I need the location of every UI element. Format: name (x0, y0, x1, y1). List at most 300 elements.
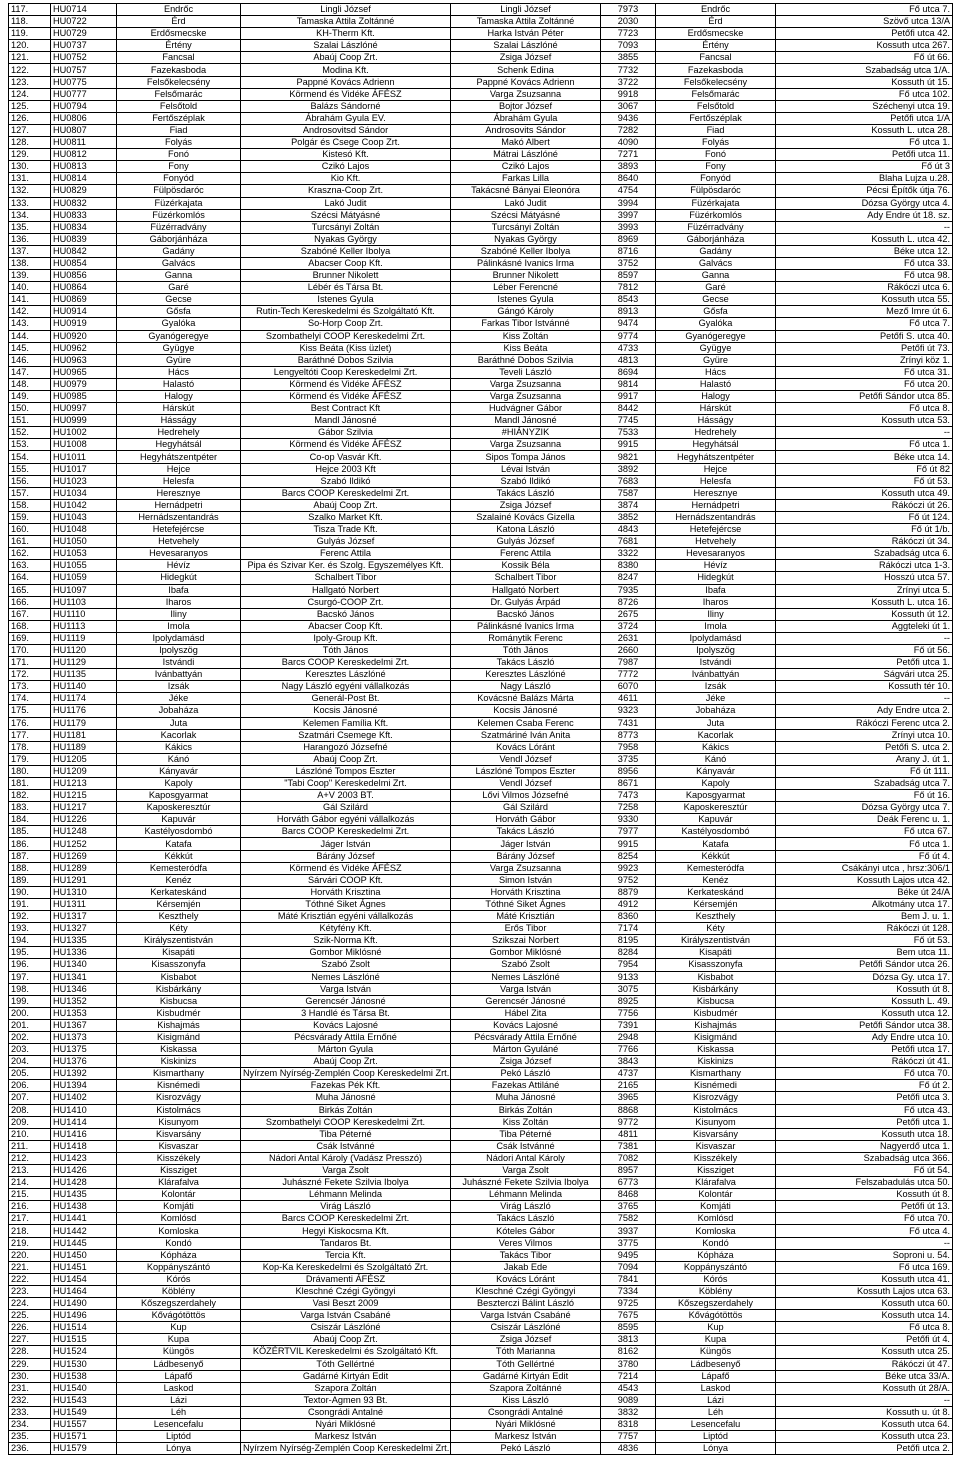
postal-code-cell: 9821 (601, 451, 656, 463)
town-cell: Kiskassa (656, 1044, 776, 1056)
street-address-cell: Kossuth utca 41. (776, 1273, 953, 1285)
postal-code-cell: 7174 (601, 923, 656, 935)
table-row (9, 270, 953, 282)
postal-code-cell: 7954 (601, 959, 656, 971)
store-code-cell: HU0737 (51, 40, 117, 52)
postal-code-cell: 3722 (601, 76, 656, 88)
owner-name-cell: Czikó Lajos (451, 161, 601, 173)
postal-code-cell: 3893 (601, 161, 656, 173)
settlement-cell: Kisvaszar (117, 1140, 241, 1152)
street-address-cell: Rákóczi Ferenc utca 2. (776, 717, 953, 729)
owner-name-cell: Erős Tibor (451, 923, 601, 935)
settlement-cell: Hegyhátsál (117, 439, 241, 451)
company-name-cell: Nyakas György (241, 233, 451, 245)
postal-code-cell: 7683 (601, 475, 656, 487)
street-address-cell: Hosszú utca 57. (776, 572, 953, 584)
store-code-cell: HU1189 (51, 741, 117, 753)
street-address-cell: Szabadság utca 1/A. (776, 64, 953, 76)
table-row (9, 366, 953, 378)
table-row (9, 185, 953, 197)
town-cell: Kisbudmér (656, 1007, 776, 1019)
table-row (9, 137, 953, 149)
row-number-cell: 169. (9, 632, 51, 644)
retailer-table (8, 3, 953, 1455)
table-row (9, 1213, 953, 1225)
settlement-cell: Kenéz (117, 874, 241, 886)
postal-code-cell: 3874 (601, 499, 656, 511)
street-address-cell: Rákóczi út 41. (776, 1056, 953, 1068)
row-number-cell: 232. (9, 1394, 51, 1406)
settlement-cell: Istvándi (117, 657, 241, 669)
postal-code-cell: 7812 (601, 282, 656, 294)
street-address-cell: Ady Endre út 18. sz. (776, 209, 953, 221)
store-code-cell: HU1423 (51, 1152, 117, 1164)
row-number-cell: 188. (9, 862, 51, 874)
row-number-cell: 199. (9, 995, 51, 1007)
company-name-cell: Csongrádi Antalné (241, 1406, 451, 1418)
row-number-cell: 226. (9, 1322, 51, 1334)
row-number-cell: 165. (9, 584, 51, 596)
company-name-cell: Kop-Ka Kereskedelmi és Szolgáltató Zrt. (241, 1261, 451, 1273)
postal-code-cell: 3322 (601, 548, 656, 560)
town-cell: Endrőc (656, 4, 776, 16)
town-cell: Küngös (656, 1346, 776, 1358)
row-number-cell: 119. (9, 28, 51, 40)
postal-code-cell: 9474 (601, 318, 656, 330)
company-name-cell: KÖZÉRTVIL Kereskedelmi és Szolgáltató Kft. (241, 1346, 451, 1358)
settlement-cell: Jéke (117, 693, 241, 705)
settlement-cell: Liptód (117, 1431, 241, 1443)
settlement-cell: Lesencefalu (117, 1418, 241, 1430)
town-cell: Komjáti (656, 1201, 776, 1213)
row-number-cell: 234. (9, 1418, 51, 1430)
town-cell: Kisbucsa (656, 995, 776, 1007)
settlement-cell: Fonó (117, 149, 241, 161)
owner-name-cell: Androsovits Sándor (451, 124, 601, 136)
owner-name-cell: Varga Zsuzsanna (451, 862, 601, 874)
owner-name-cell: Nagy László (451, 681, 601, 693)
table-row (9, 1310, 953, 1322)
store-code-cell: HU1002 (51, 427, 117, 439)
town-cell: Kapuvár (656, 814, 776, 826)
postal-code-cell: 3843 (601, 1056, 656, 1068)
postal-code-cell: 8318 (601, 1418, 656, 1430)
table-row (9, 403, 953, 415)
row-number-cell: 218. (9, 1225, 51, 1237)
owner-name-cell: Veres Vilmos (451, 1237, 601, 1249)
store-code-cell: HU0842 (51, 245, 117, 257)
table-row (9, 814, 953, 826)
street-address-cell: Kossuth L. utca 42. (776, 233, 953, 245)
store-code-cell: HU0757 (51, 64, 117, 76)
postal-code-cell: 8969 (601, 233, 656, 245)
street-address-cell: Fő út 4. (776, 850, 953, 862)
table-row (9, 886, 953, 898)
store-code-cell: HU0813 (51, 161, 117, 173)
company-name-cell: Csurgó-COOP Zrt. (241, 596, 451, 608)
town-cell: Kőszegszerdahely (656, 1298, 776, 1310)
store-code-cell: HU0806 (51, 112, 117, 124)
settlement-cell: Hetefejércse (117, 524, 241, 536)
row-number-cell: 166. (9, 596, 51, 608)
table-row (9, 765, 953, 777)
owner-name-cell: Varga Zsolt (451, 1165, 601, 1177)
row-number-cell: 124. (9, 88, 51, 100)
store-code-cell: HU0814 (51, 173, 117, 185)
table-row (9, 1443, 953, 1455)
row-number-cell: 206. (9, 1080, 51, 1092)
postal-code-cell: 7533 (601, 427, 656, 439)
store-code-cell: HU1055 (51, 560, 117, 572)
town-cell: Kup (656, 1322, 776, 1334)
street-address-cell: Petőfi S. utca 2. (776, 741, 953, 753)
settlement-cell: Ganna (117, 270, 241, 282)
company-name-cell: Fazekas Pék Kft. (241, 1080, 451, 1092)
street-address-cell: Rákóczi út 128. (776, 923, 953, 935)
owner-name-cell: Tamaska Attila Zoltánné (451, 16, 601, 28)
owner-name-cell: Vendl József (451, 753, 601, 765)
settlement-cell: Kemesteródfa (117, 862, 241, 874)
town-cell: Kisbabot (656, 971, 776, 983)
town-cell: Gyalóka (656, 318, 776, 330)
row-number-cell: 233. (9, 1406, 51, 1418)
postal-code-cell: 7977 (601, 826, 656, 838)
settlement-cell: Fiad (117, 124, 241, 136)
owner-name-cell: Varga Zsuzsanna (451, 378, 601, 390)
company-name-cell: Abaúj Coop Zrt. (241, 1334, 451, 1346)
row-number-cell: 120. (9, 40, 51, 52)
postal-code-cell: 7473 (601, 790, 656, 802)
store-code-cell: HU0834 (51, 221, 117, 233)
row-number-cell: 187. (9, 850, 51, 862)
owner-name-cell: Léber Ferencné (451, 282, 601, 294)
store-code-cell: HU1226 (51, 814, 117, 826)
row-number-cell: 167. (9, 608, 51, 620)
town-cell: Kerkateskánd (656, 886, 776, 898)
town-cell: Halastó (656, 378, 776, 390)
settlement-cell: Kerkateskánd (117, 886, 241, 898)
settlement-cell: Kishajmás (117, 1019, 241, 1031)
town-cell: Gecse (656, 294, 776, 306)
store-code-cell: HU1213 (51, 778, 117, 790)
table-body (9, 4, 953, 1455)
row-number-cell: 196. (9, 959, 51, 971)
company-name-cell: Brunner Nikolett (241, 270, 451, 282)
postal-code-cell: 7841 (601, 1273, 656, 1285)
town-cell: Laskod (656, 1382, 776, 1394)
settlement-cell: Kisbudmér (117, 1007, 241, 1019)
table-row (9, 1298, 953, 1310)
owner-name-cell: Gerencsér Jánosné (451, 995, 601, 1007)
settlement-cell: Lónya (117, 1443, 241, 1455)
town-cell: Kolontár (656, 1189, 776, 1201)
company-name-cell: Szatmári Csemege Kft. (241, 729, 451, 741)
store-code-cell: HU1543 (51, 1394, 117, 1406)
row-number-cell: 222. (9, 1273, 51, 1285)
town-cell: Füzérradvány (656, 221, 776, 233)
store-code-cell: HU1376 (51, 1056, 117, 1068)
row-number-cell: 148. (9, 378, 51, 390)
postal-code-cell: 3965 (601, 1092, 656, 1104)
street-address-cell: Petőfi út 4. (776, 1334, 953, 1346)
store-code-cell: HU1514 (51, 1322, 117, 1334)
owner-name-cell: Farkas Lilla (451, 173, 601, 185)
owner-name-cell: Brunner Nikolett (451, 270, 601, 282)
town-cell: Gyanógeregye (656, 330, 776, 342)
row-number-cell: 132. (9, 185, 51, 197)
owner-name-cell: Kocsis Jánosné (451, 705, 601, 717)
settlement-cell: Ládbesenyő (117, 1358, 241, 1370)
store-code-cell: HU1048 (51, 524, 117, 536)
company-name-cell: Harangozó Józsefné (241, 741, 451, 753)
postal-code-cell: 9436 (601, 112, 656, 124)
postal-code-cell: 8716 (601, 245, 656, 257)
owner-name-cell: Szalai Lászlóné (451, 40, 601, 52)
settlement-cell: Galvács (117, 257, 241, 269)
settlement-cell: Hegyhátszentpéter (117, 451, 241, 463)
row-number-cell: 223. (9, 1285, 51, 1297)
town-cell: Imola (656, 620, 776, 632)
owner-name-cell: Gadárné Kirtyán Edit (451, 1370, 601, 1382)
table-row (9, 753, 953, 765)
company-name-cell: Tisza Trade Kft. (241, 524, 451, 536)
owner-name-cell: Katona László (451, 524, 601, 536)
street-address-cell: Rákóczi út 34. (776, 536, 953, 548)
postal-code-cell: 9917 (601, 391, 656, 403)
store-code-cell: HU1445 (51, 1237, 117, 1249)
street-address-cell: Kossuth L. 49. (776, 995, 953, 1007)
table-row (9, 1116, 953, 1128)
street-address-cell: Rákóczi utca 6. (776, 282, 953, 294)
street-address-cell: Szabadság utca 7. (776, 778, 953, 790)
settlement-cell: Ivánbattyán (117, 669, 241, 681)
company-name-cell: Lakó Judit (241, 197, 451, 209)
street-address-cell: Petőfi Sándor utca 38. (776, 1019, 953, 1031)
owner-name-cell: Teveli László (451, 366, 601, 378)
table-row (9, 1201, 953, 1213)
company-name-cell: Abacser Coop Kft. (241, 257, 451, 269)
owner-name-cell: Kiss Beáta (451, 342, 601, 354)
settlement-cell: Fonyód (117, 173, 241, 185)
table-row (9, 1189, 953, 1201)
table-row (9, 632, 953, 644)
town-cell: Jéke (656, 693, 776, 705)
owner-name-cell: Takács László (451, 657, 601, 669)
town-cell: Hévíz (656, 560, 776, 572)
settlement-cell: Hidegkút (117, 572, 241, 584)
row-number-cell: 125. (9, 100, 51, 112)
owner-name-cell: Csongrádi Antalné (451, 1406, 601, 1418)
company-name-cell: Textor-Agmen 93 Bt. (241, 1394, 451, 1406)
store-code-cell: HU0869 (51, 294, 117, 306)
row-number-cell: 178. (9, 741, 51, 753)
postal-code-cell: 8671 (601, 778, 656, 790)
street-address-cell: Petőfi utca 1. (776, 1116, 953, 1128)
postal-code-cell: 4836 (601, 1443, 656, 1455)
table-row (9, 427, 953, 439)
owner-name-cell: Varga Zsuzsanna (451, 88, 601, 100)
town-cell: Hedrehely (656, 427, 776, 439)
owner-name-cell: Léhmann Melinda (451, 1189, 601, 1201)
postal-code-cell: 7987 (601, 657, 656, 669)
table-row (9, 1019, 953, 1031)
table-row (9, 1394, 953, 1406)
postal-code-cell: 8868 (601, 1104, 656, 1116)
postal-code-cell: 3075 (601, 983, 656, 995)
settlement-cell: Gyügye (117, 342, 241, 354)
owner-name-cell: Zsiga József (451, 499, 601, 511)
company-name-cell: Abaúj Coop Zrt. (241, 499, 451, 511)
town-cell: Kisigmánd (656, 1031, 776, 1043)
table-row (9, 1031, 953, 1043)
store-code-cell: HU1341 (51, 971, 117, 983)
company-name-cell: Márton Gyula (241, 1044, 451, 1056)
store-code-cell: HU1428 (51, 1177, 117, 1189)
table-row (9, 596, 953, 608)
street-address-cell: Kossuth utca 18. (776, 1128, 953, 1140)
store-code-cell: HU1097 (51, 584, 117, 596)
postal-code-cell: 8913 (601, 306, 656, 318)
town-cell: Kővágótöttös (656, 1310, 776, 1322)
town-cell: Hegyhátsál (656, 439, 776, 451)
owner-name-cell: Virág László (451, 1201, 601, 1213)
street-address-cell: Rákóczi út 26. (776, 499, 953, 511)
town-cell: Kenéz (656, 874, 776, 886)
town-cell: Folyás (656, 137, 776, 149)
settlement-cell: Léh (117, 1406, 241, 1418)
postal-code-cell: 9133 (601, 971, 656, 983)
town-cell: Kisunyom (656, 1116, 776, 1128)
street-address-cell: Béke utca 33/A. (776, 1370, 953, 1382)
company-name-cell: Tandaros Bt. (241, 1237, 451, 1249)
postal-code-cell: 7381 (601, 1140, 656, 1152)
row-number-cell: 230. (9, 1370, 51, 1382)
settlement-cell: Gősfa (117, 306, 241, 318)
table-row (9, 729, 953, 741)
settlement-cell: Gecse (117, 294, 241, 306)
row-number-cell: 143. (9, 318, 51, 330)
street-address-cell: Kossuth út 12. (776, 608, 953, 620)
table-row (9, 124, 953, 136)
store-code-cell: HU1103 (51, 596, 117, 608)
street-address-cell: Kossuth utca 53. (776, 415, 953, 427)
street-address-cell: Dózsa György utca 4. (776, 197, 953, 209)
postal-code-cell: 8254 (601, 850, 656, 862)
postal-code-cell: 7935 (601, 584, 656, 596)
row-number-cell: 141. (9, 294, 51, 306)
street-address-cell: Fő utca 1. (776, 137, 953, 149)
owner-name-cell: Takács László (451, 826, 601, 838)
table-row (9, 88, 953, 100)
street-address-cell: Nagyerdő utca 1. (776, 1140, 953, 1152)
row-number-cell: 162. (9, 548, 51, 560)
town-cell: Fazekasboda (656, 64, 776, 76)
store-code-cell: HU1269 (51, 850, 117, 862)
store-code-cell: HU1438 (51, 1201, 117, 1213)
town-cell: Kastélyosdombó (656, 826, 776, 838)
row-number-cell: 133. (9, 197, 51, 209)
store-code-cell: HU1426 (51, 1165, 117, 1177)
store-code-cell: HU1367 (51, 1019, 117, 1031)
town-cell: Fiad (656, 124, 776, 136)
company-name-cell: Muha Jánosné (241, 1092, 451, 1104)
street-address-cell: Fő utca 33. (776, 257, 953, 269)
table-row (9, 1177, 953, 1189)
owner-name-cell: Tóthné Siket Ágnes (451, 898, 601, 910)
row-number-cell: 216. (9, 1201, 51, 1213)
row-number-cell: 174. (9, 693, 51, 705)
town-cell: Hernádpetri (656, 499, 776, 511)
owner-name-cell: Varga István (451, 983, 601, 995)
store-code-cell: HU1291 (51, 874, 117, 886)
owner-name-cell: Szatmáriné Iván Anita (451, 729, 601, 741)
street-address-cell: Csákányi utca , hrsz:306/1 (776, 862, 953, 874)
street-address-cell: Ady Endre utca 10. (776, 1031, 953, 1043)
postal-code-cell: 3892 (601, 463, 656, 475)
store-code-cell: HU1017 (51, 463, 117, 475)
store-code-cell: HU1414 (51, 1116, 117, 1128)
company-name-cell: Léhmann Melinda (241, 1189, 451, 1201)
town-cell: Fonyód (656, 173, 776, 185)
settlement-cell: Hács (117, 366, 241, 378)
store-code-cell: HU0829 (51, 185, 117, 197)
street-address-cell: Fő utca 20. (776, 378, 953, 390)
postal-code-cell: 8442 (601, 403, 656, 415)
owner-name-cell: Turcsányi Zoltán (451, 221, 601, 233)
row-number-cell: 231. (9, 1382, 51, 1394)
row-number-cell: 213. (9, 1165, 51, 1177)
company-name-cell: Lengyeltóti Coop Kereskedelmi Zrt. (241, 366, 451, 378)
postal-code-cell: 7431 (601, 717, 656, 729)
company-name-cell: Lingli József (241, 4, 451, 16)
owner-name-cell: Takács Tibor (451, 1249, 601, 1261)
table-row (9, 1273, 953, 1285)
street-address-cell: Petőfi utca 17. (776, 1044, 953, 1056)
settlement-cell: Hévíz (117, 560, 241, 572)
row-number-cell: 150. (9, 403, 51, 415)
postal-code-cell: 9725 (601, 1298, 656, 1310)
street-address-cell: Fő utca 102. (776, 88, 953, 100)
store-code-cell: HU0985 (51, 391, 117, 403)
table-row (9, 693, 953, 705)
postal-code-cell: 4754 (601, 185, 656, 197)
street-address-cell: Petőfi utca 1/A (776, 112, 953, 124)
owner-name-cell: Tóth János (451, 644, 601, 656)
settlement-cell: Laskod (117, 1382, 241, 1394)
company-name-cell: Ábrahám Gyula EV. (241, 112, 451, 124)
table-row (9, 1068, 953, 1080)
settlement-cell: Fülpösdaróc (117, 185, 241, 197)
store-code-cell: HU1129 (51, 657, 117, 669)
town-cell: Hács (656, 366, 776, 378)
town-cell: Fertőszéplak (656, 112, 776, 124)
town-cell: Kisszékely (656, 1152, 776, 1164)
table-row (9, 620, 953, 632)
company-name-cell: Horváth Gábor egyéni vállalkozás (241, 814, 451, 826)
row-number-cell: 144. (9, 330, 51, 342)
company-name-cell: Hejce 2003 Kft (241, 463, 451, 475)
row-number-cell: 177. (9, 729, 51, 741)
store-code-cell: HU0752 (51, 52, 117, 64)
row-number-cell: 121. (9, 52, 51, 64)
town-cell: Kissziget (656, 1165, 776, 1177)
table-row (9, 536, 953, 548)
table-row (9, 1237, 953, 1249)
table-row (9, 790, 953, 802)
street-address-cell: Fő utca 169. (776, 1261, 953, 1273)
postal-code-cell: 7391 (601, 1019, 656, 1031)
table-row (9, 161, 953, 173)
